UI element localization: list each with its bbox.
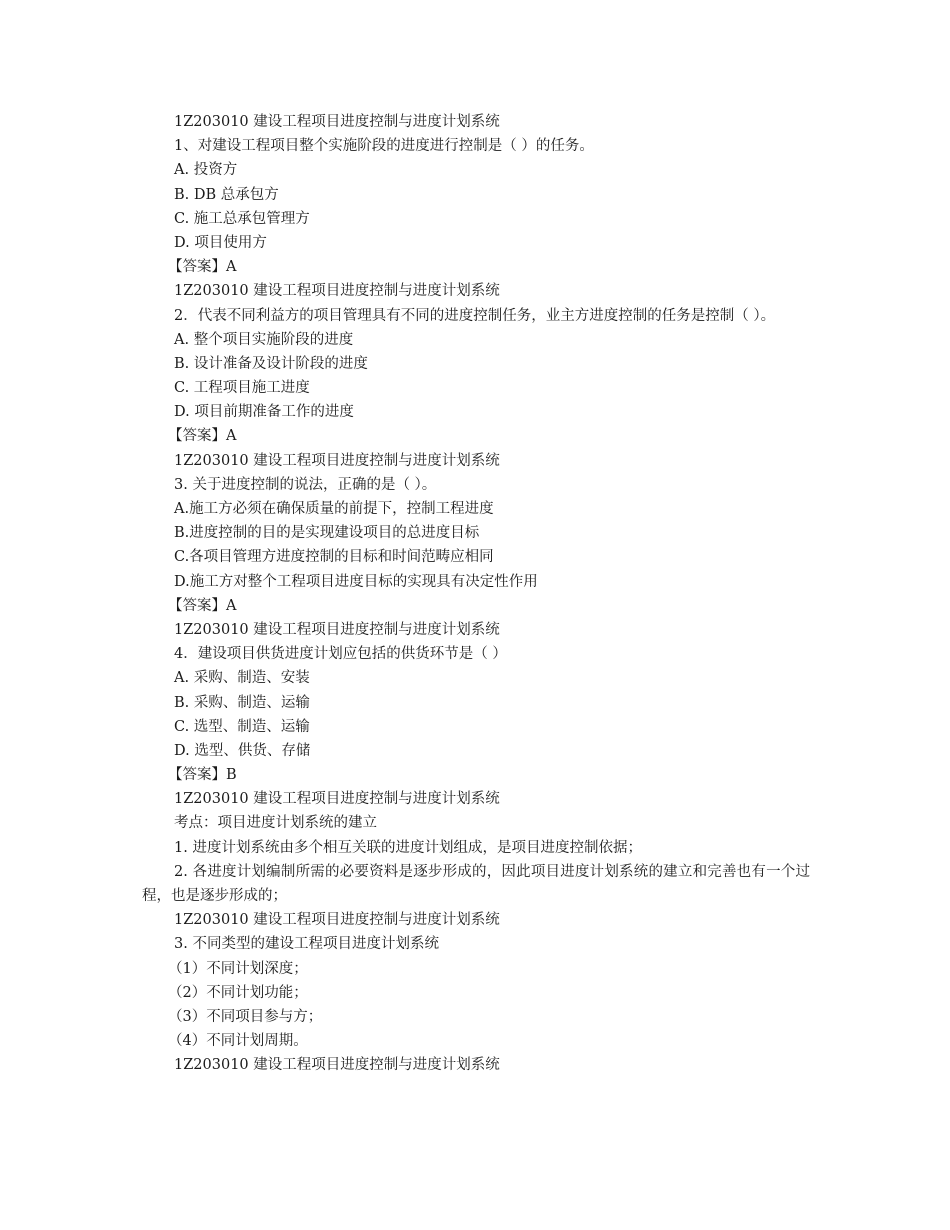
question-2-option-a: A. 整个项目实施阶段的进度 bbox=[174, 331, 354, 348]
question-2-answer: 【答案】A bbox=[168, 428, 237, 445]
question-2-option-c: C. 工程项目施工进度 bbox=[174, 380, 310, 397]
question-4-option-c: C. 选型、制造、运输 bbox=[174, 718, 310, 735]
section-heading: 1Z203010 建设工程项目进度控制与进度计划系统 bbox=[174, 283, 500, 300]
question-1-option-d: D. 项目使用方 bbox=[174, 234, 267, 251]
sub-item-2: （2）不同计划功能； bbox=[168, 984, 308, 1001]
question-1-answer: 【答案】A bbox=[168, 259, 237, 276]
question-2-option-d: D. 项目前期准备工作的进度 bbox=[174, 404, 354, 421]
key-point-title: 考点：项目进度计划系统的建立 bbox=[174, 815, 377, 832]
question-4-stem: 4．建设项目供货进度计划应包括的供货环节是（ ） bbox=[174, 646, 507, 663]
question-2-option-b: B. 设计准备及设计阶段的进度 bbox=[174, 355, 368, 372]
question-3-option-b: B.进度控制的目的是实现建设项目的总进度目标 bbox=[174, 525, 480, 542]
question-4-option-a: A. 采购、制造、安装 bbox=[174, 670, 310, 687]
section-heading: 1Z203010 建设工程项目进度控制与进度计划系统 bbox=[174, 1057, 500, 1074]
section-heading: 1Z203010 建设工程项目进度控制与进度计划系统 bbox=[174, 114, 500, 130]
question-1-option-c: C. 施工总承包管理方 bbox=[174, 210, 310, 227]
key-point-item-1: 1. 进度计划系统由多个相互关联的进度计划组成，是项目进度控制依据； bbox=[174, 839, 642, 856]
sub-item-1: （1）不同计划深度； bbox=[168, 960, 308, 977]
question-3-option-a: A.施工方必须在确保质量的前提下，控制工程进度 bbox=[174, 501, 494, 518]
question-3-option-c: C.各项目管理方进度控制的目标和时间范畴应相同 bbox=[174, 549, 494, 566]
question-4-answer: 【答案】B bbox=[168, 767, 237, 784]
question-4-option-b: B. 采购、制造、运输 bbox=[174, 694, 310, 711]
section-heading: 1Z203010 建设工程项目进度控制与进度计划系统 bbox=[174, 912, 500, 929]
document-body bbox=[142, 110, 810, 1078]
section-heading: 1Z203010 建设工程项目进度控制与进度计划系统 bbox=[174, 621, 500, 638]
question-3-stem: 3. 关于进度控制的说法，正确的是（ ）。 bbox=[174, 476, 437, 493]
key-point-item-2: 2. 各进度计划编制所需的必要资料是逐步形成的，因此项目进度计划系统的建立和完善也有一个过程，也是逐步形成的； bbox=[142, 863, 810, 905]
question-4-option-d: D. 选型、供货、存储 bbox=[174, 742, 311, 759]
sub-item-4: （4）不同计划周期。 bbox=[168, 1033, 308, 1050]
question-1-option-b: B. DB 总承包方 bbox=[174, 186, 279, 203]
question-2-stem: 2．代表不同利益方的项目管理具有不同的进度控制任务，业主方进度控制的任务是控制（ ）。 bbox=[174, 307, 776, 324]
question-1-option-a: A. 投资方 bbox=[174, 162, 238, 179]
key-point-item-3: 3. 不同类型的建设工程项目进度计划系统 bbox=[174, 936, 439, 953]
sub-item-3: （3）不同项目参与方； bbox=[168, 1008, 323, 1025]
question-1-stem: 1、对建设工程项目整个实施阶段的进度进行控制是（ ）的任务。 bbox=[174, 138, 594, 155]
section-heading: 1Z203010 建设工程项目进度控制与进度计划系统 bbox=[174, 452, 500, 469]
section-heading: 1Z203010 建设工程项目进度控制与进度计划系统 bbox=[174, 791, 500, 808]
question-3-answer: 【答案】A bbox=[168, 597, 237, 614]
question-3-option-d: D.施工方对整个工程项目进度目标的实现具有决定性作用 bbox=[174, 573, 538, 590]
